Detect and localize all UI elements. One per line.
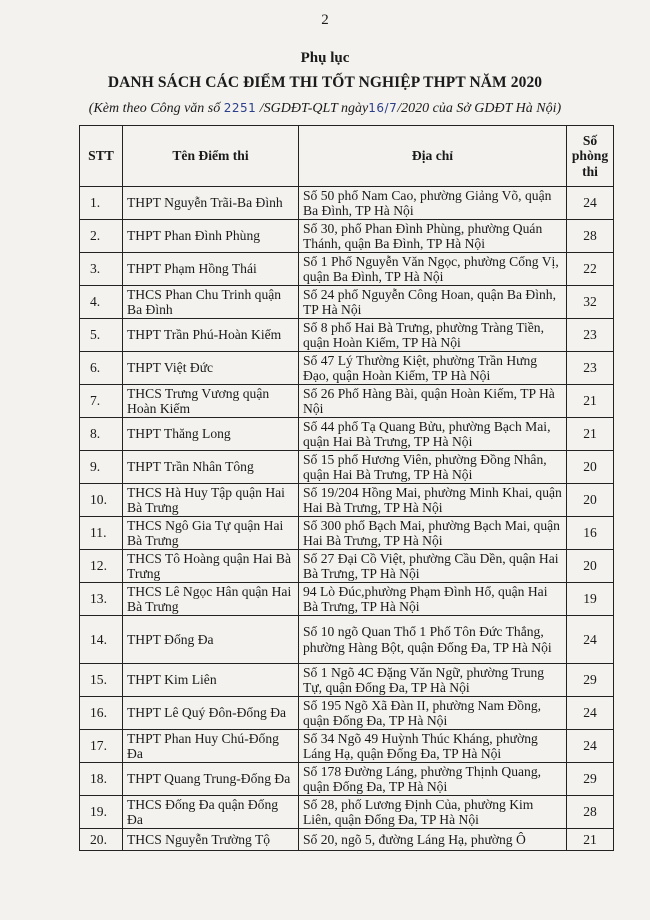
header-stt: STT [80,126,123,187]
cell-address: Số 195 Ngõ Xã Đàn II, phường Nam Đồng, quận Đống Đa, TP Hà Nội [299,697,567,730]
cell-stt: 9. [80,451,123,484]
cell-name: THPT Đống Đa [123,616,299,664]
cell-address: 94 Lò Đúc,phường Phạm Đình Hổ, quận Hai Bà Trưng, TP Hà Nội [299,583,567,616]
cell-rooms: 23 [567,319,614,352]
cell-rooms: 24 [567,616,614,664]
cell-rooms: 20 [567,550,614,583]
cell-stt: 2. [80,220,123,253]
cell-name: THPT Kim Liên [123,664,299,697]
cell-stt: 15. [80,664,123,697]
cell-stt: 20. [80,829,123,851]
cell-rooms: 28 [567,796,614,829]
cell-name: THPT Lê Quý Đôn-Đống Đa [123,697,299,730]
cell-rooms: 21 [567,385,614,418]
cell-address: Số 44 phố Tạ Quang Bửu, phường Bạch Mai, quận Hai Bà Trưng, TP Hà Nội [299,418,567,451]
table-row [80,484,614,517]
cell-address: Số 34 Ngõ 49 Huỳnh Thúc Kháng, phường Láng Hạ, quận Đống Đa, TP Hà Nội [299,730,567,763]
cell-stt: 6. [80,352,123,385]
cell-rooms: 19 [567,583,614,616]
cell-rooms: 22 [567,253,614,286]
cell-stt: 18. [80,763,123,796]
table-row [80,220,614,253]
cell-rooms: 29 [567,763,614,796]
table-row [80,763,614,796]
header-rooms: Số phòng thi [567,126,614,187]
table-row [80,451,614,484]
document-subtitle [0,101,650,117]
subtitle-middle: /SGDĐT-QLT ngày [256,101,369,116]
table-row [80,253,614,286]
cell-rooms: 24 [567,730,614,763]
cell-name: THPT Phan Huy Chú-Đống Đa [123,730,299,763]
document-title: DANH SÁCH CÁC ĐIỂM THI TỐT NGHIỆP THPT NĂM 2020 [107,74,543,91]
table-row [80,286,614,319]
cell-address: Số 20, ngõ 5, đường Láng Hạ, phường Ô [299,829,567,851]
cell-name: THPT Phan Đình Phùng [123,220,299,253]
table-row [80,385,614,418]
cell-name: THCS Tô Hoàng quận Hai Bà Trưng [123,550,299,583]
cell-address: Số 8 phố Hai Bà Trưng, phường Tràng Tiền, quận Hoàn Kiếm, TP Hà Nội [299,319,567,352]
cell-address: Số 10 ngõ Quan Thổ 1 Phố Tôn Đức Thắng, phường Hàng Bột, quận Đống Đa, TP Hà Nội [299,616,567,664]
table-row [80,517,614,550]
cell-rooms: 24 [567,697,614,730]
doc-number-handwritten: 2251 [223,101,257,115]
subtitle-suffix: /2020 của Sở GDĐT Hà Nội) [397,101,562,116]
table-row [80,319,614,352]
cell-stt: 5. [80,319,123,352]
cell-rooms: 21 [567,829,614,851]
table-row [80,352,614,385]
header-name: Tên Điểm thi [123,126,299,187]
cell-address: Số 27 Đại Cồ Việt, phường Cầu Dền, quận Hai Bà Trưng, TP Hà Nội [299,550,567,583]
table-row [80,550,614,583]
exam-sites-table [79,125,614,851]
cell-address: Số 1 Ngõ 4C Đặng Văn Ngữ, phường Trung Tự, quận Đống Đa, TP Hà Nội [299,664,567,697]
cell-name: THCS Lê Ngọc Hân quận Hai Bà Trưng [123,583,299,616]
cell-name: THCS Ngô Gia Tự quận Hai Bà Trưng [123,517,299,550]
appendix-title: Phụ lục [300,50,350,66]
page-number: 2 [321,12,329,28]
cell-rooms: 32 [567,286,614,319]
cell-name: THCS Phan Chu Trinh quận Ba Đình [123,286,299,319]
cell-stt: 3. [80,253,123,286]
cell-stt: 7. [80,385,123,418]
cell-address: Số 50 phố Nam Cao, phường Giảng Võ, quận Ba Đình, TP Hà Nội [299,187,567,220]
date-handwritten: 16/7 [368,101,398,115]
cell-name: THPT Quang Trung-Đống Đa [123,763,299,796]
table-row [80,583,614,616]
cell-name: THCS Hà Huy Tập quận Hai Bà Trưng [123,484,299,517]
cell-stt: 17. [80,730,123,763]
cell-name: THCS Đống Đa quận Đống Đa [123,796,299,829]
table-row [80,664,614,697]
table-row [80,730,614,763]
cell-stt: 13. [80,583,123,616]
cell-address: Số 300 phố Bạch Mai, phường Bạch Mai, quận Hai Bà Trưng, TP Hà Nội [299,517,567,550]
cell-name: THCS Nguyễn Trường Tộ [123,829,299,851]
cell-rooms: 24 [567,187,614,220]
table-row [80,418,614,451]
table-row [80,697,614,730]
cell-address: Số 24 phố Nguyễn Công Hoan, quận Ba Đình, TP Hà Nội [299,286,567,319]
table-row [80,187,614,220]
cell-stt: 14. [80,616,123,664]
cell-address: Số 19/204 Hồng Mai, phường Minh Khai, quận Hai Bà Trưng, TP Hà Nội [299,484,567,517]
cell-stt: 8. [80,418,123,451]
cell-stt: 12. [80,550,123,583]
cell-name: THCS Trưng Vương quận Hoàn Kiếm [123,385,299,418]
cell-address: Số 26 Phố Hàng Bài, quận Hoàn Kiếm, TP Hà Nội [299,385,567,418]
cell-rooms: 28 [567,220,614,253]
cell-rooms: 20 [567,484,614,517]
cell-address: Số 15 phố Hương Viên, phường Đồng Nhân, quận Hai Bà Trưng, TP Hà Nội [299,451,567,484]
table-header-row [80,126,614,187]
table-row [80,829,614,851]
cell-stt: 16. [80,697,123,730]
cell-name: THPT Nguyễn Trãi-Ba Đình [123,187,299,220]
cell-address: Số 30, phố Phan Đình Phùng, phường Quán Thánh, quận Ba Đình, TP Hà Nội [299,220,567,253]
cell-name: THPT Việt Đức [123,352,299,385]
cell-address: Số 1 Phố Nguyễn Văn Ngọc, phường Cống Vị, quận Ba Đình, TP Hà Nội [299,253,567,286]
cell-stt: 10. [80,484,123,517]
cell-address: Số 178 Đường Láng, phường Thịnh Quang, quận Đống Đa, TP Hà Nội [299,763,567,796]
cell-stt: 1. [80,187,123,220]
table-row [80,796,614,829]
subtitle-prefix: (Kèm theo Công văn số [88,101,224,116]
cell-rooms: 23 [567,352,614,385]
cell-name: THPT Trần Nhân Tông [123,451,299,484]
table-row [80,616,614,664]
cell-address: Số 28, phố Lương Định Của, phường Kim Liên, quận Đống Đa, TP Hà Nội [299,796,567,829]
cell-name: THPT Thăng Long [123,418,299,451]
header-address: Địa chỉ [299,126,567,187]
cell-rooms: 29 [567,664,614,697]
cell-stt: 11. [80,517,123,550]
cell-name: THPT Phạm Hồng Thái [123,253,299,286]
cell-name: THPT Trần Phú-Hoàn Kiếm [123,319,299,352]
cell-rooms: 21 [567,418,614,451]
cell-rooms: 20 [567,451,614,484]
cell-address: Số 47 Lý Thường Kiệt, phường Trần Hưng Đạo, quận Hoàn Kiếm, TP Hà Nội [299,352,567,385]
cell-rooms: 16 [567,517,614,550]
cell-stt: 19. [80,796,123,829]
cell-stt: 4. [80,286,123,319]
